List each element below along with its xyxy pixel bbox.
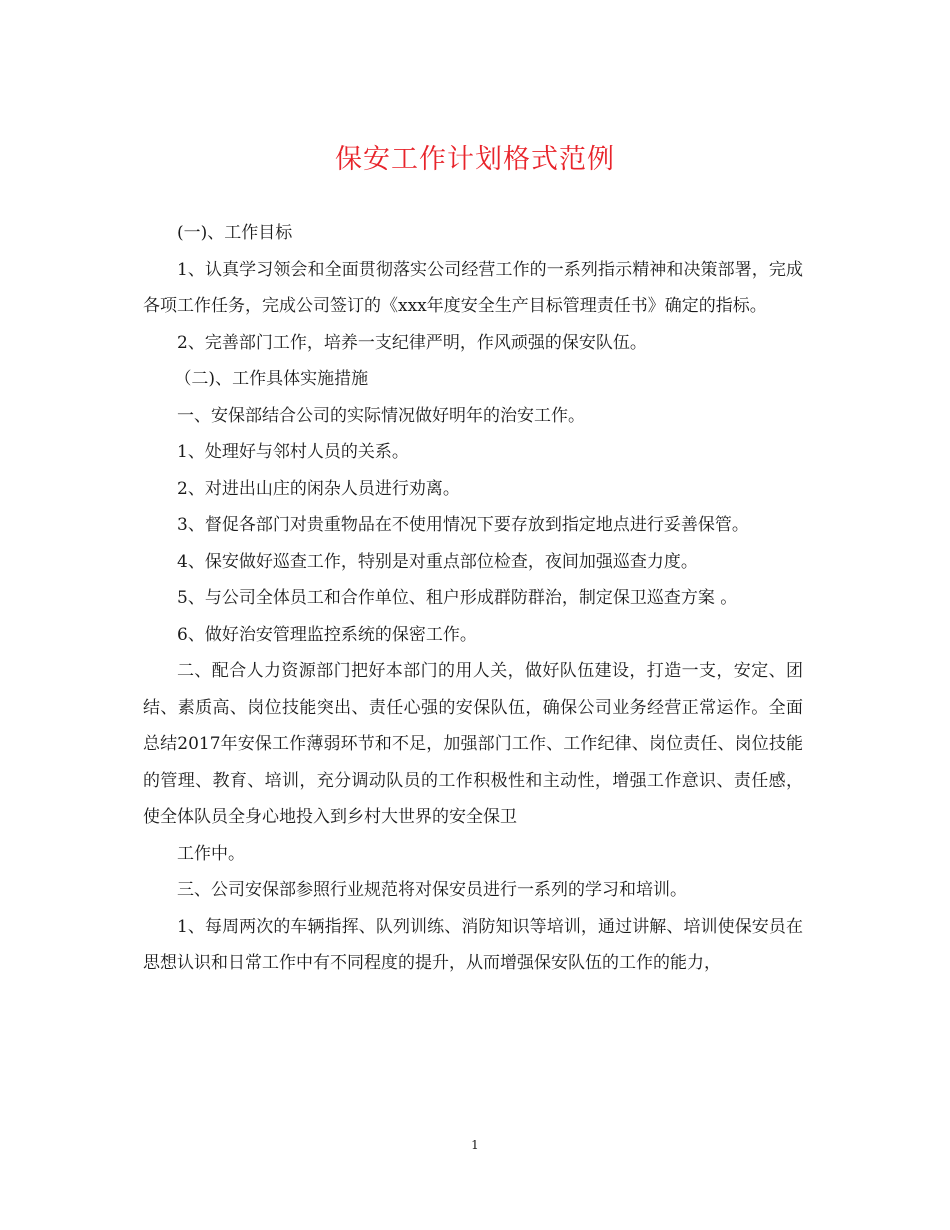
document-title: 保安工作计划格式范例 [335, 144, 615, 175]
section-heading-2: （二)、工作具体实施措施 [174, 369, 369, 389]
paragraph: 3、督促各部门对贵重物品在不使用情况下要存放到指定地点进行妥善保管。 [177, 515, 749, 535]
document-body [143, 215, 803, 982]
paragraph: 2、对进出山庄的闲杂人员进行劝离。 [177, 478, 460, 499]
paragraph: 1、处理好与邻村人员的关系。 [177, 442, 409, 462]
paragraph: 4、保安做好巡查工作，特别是对重点部位检查，夜间加强巡查力度。 [177, 551, 698, 572]
paragraph: 工作中。 [177, 843, 245, 864]
paragraph: 1、认真学习领会和全面贯彻落实公司经营工作的一系列指示精神和决策部署，完成各项工作任务，完成公司签订的《xxx年度安全生产目标管理责任书》确定的指标。 [143, 259, 803, 316]
paragraph: 一、安保部结合公司的实际情况做好明年的治安工作。 [177, 405, 585, 426]
page-number: 1 [471, 1138, 479, 1152]
paragraph: 二、配合人力资源部门把好本部门的用人关，做好队伍建设，打造一支，安定、团结、素质高、岗位技能突出、责任心强的安保队伍，确保公司业务经营正常运作。全面总结2017年安保工作薄弱环节和不足，加强部门工作、工作纪律、岗位责任、岗位技能的管理、教育、培训，充分调动队员的工作积极性和主动性，增强工作意识、责任感，使全体队员全身心地投入到乡村大世界的安全保卫 [143, 661, 803, 827]
paragraph: 1、每周两次的车辆指挥、队列训练、消防知识等培训，通过讲解、培训使保安员在思想认识和日常工作中有不同程度的提升，从而增强保安队伍的工作的能力， [143, 916, 803, 973]
paragraph: 6、做好治安管理监控系统的保密工作。 [177, 624, 477, 645]
paragraph: 5、与公司全体员工和合作单位、租户形成群防群治，制定保卫巡查方案 。 [177, 588, 738, 608]
paragraph: 三、公司安保部参照行业规范将对保安员进行一系列的学习和培训。 [177, 880, 687, 900]
section-heading-1: (一)、工作目标 [177, 223, 293, 243]
paragraph: 2、完善部门工作，培养一支纪律严明，作风顽强的保安队伍。 [177, 332, 647, 353]
